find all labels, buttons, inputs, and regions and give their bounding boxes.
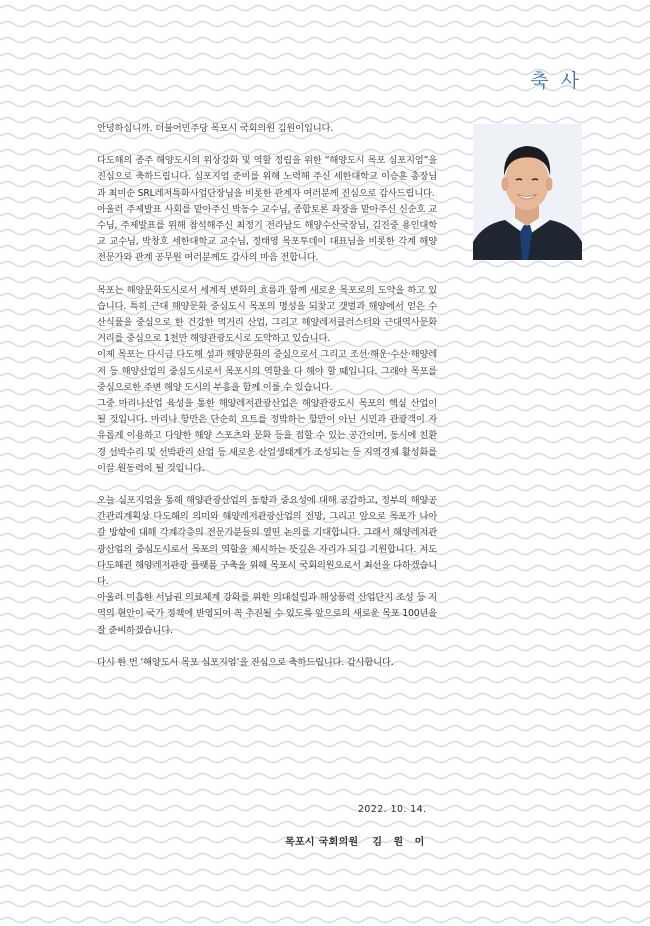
body-paragraph: 다도해의 종주 해양도시의 위상강화 및 역할 정립을 위한 “해양도시 목포 심포지엄”을 진심으로 축하드립니다. 심포지엄 준비를 위해 노력해 주신 세한대학교 이승훈 총장님과 최미순 SRL레저특화사업단장님을 비롯한 관계자 여러분께 진심으로 감사드립니다. — [97, 155, 437, 199]
body-paragraph: 이제 목포는 다시금 다도해 섬과 해양문화의 중심으로서 그리고 조선·해운·수산·해양레저 등 해양산업의 중심도시로서 목포시의 역할을 다 해야 할 때입니다. 그래야 목포를 중심으로한 주변 해양 도시의 부흥을 함께 이룰 수 있습니다. — [97, 349, 437, 393]
signature-name: 김 원 이 — [372, 837, 429, 848]
letter-date: 2022. 10. 14. — [358, 804, 427, 815]
body-paragraph: 목포는 해양문화도시로서 세계적 변화의 흐름과 함께 새로운 목포로의 도약을 하고 있습니다. 특히 근대 해양문화 중심도시 목포의 명성을 되찾고 갯벌과 해양에서 얻은 수산식품을 중심으로 한 건강한 먹거리 산업, 그리고 해양레저클러스터와 근대역사문화거리를 중심으로 1천만 해양관광도시로 도약하고 있습니다. — [97, 284, 437, 345]
portrait-photo-icon — [473, 124, 582, 260]
body-paragraph: 아울러 주제발표 사회를 맡아주신 박동수 교수님, 종합토론 좌장을 맡아주신 신순호 교수님, 주제발표를 위해 참석해주신 최정기 전라남도 해양수산국장님, 김진중 용인대학교 교수님, 박창호 세한대학교 교수님, 정태영 목포투데이 대표님을 비롯한 각계 해양 전문가와 관계 공무원 여러분께도 감사의 마음 전합니다. — [97, 203, 437, 264]
signature-title: 목포시 국회의원 — [285, 837, 359, 848]
body-paragraph: 아울러 미흡한 서남권 의료체계 강화를 위한 의대설립과 해상풍력 산업단지 조성 등 지역의 현안이 국가 정책에 반영되어 꼭 추진될 수 있도록 앞으로의 새로운 목포 100년을 잘 준비하겠습니다. — [97, 592, 437, 636]
greeting-paragraph: 안녕하십니까. 더불어민주당 목포시 국회의원 김원이입니다. — [97, 123, 334, 134]
closing-paragraph: 다시 한 번 ‘해양도시 목포 심포지엄’을 진심으로 축하드립니다. 감사합니다. — [97, 656, 394, 668]
body-paragraph: 오늘 심포지엄을 통해 해양관광산업의 동향과 중요성에 대해 공감하고, 정부의 해양공간관리계획상 다도해의 의미와 해양레저관광산업의 전망, 그리고 앞으로 목포가 나아갈 방향에 대해 각계각층의 전문가분들의 열띤 논의를 기대합니다. 그래서 해양레저관광산업의 중심도시로서 목포의 역할을 제시하는 뜻깊은 자리가 되길 기원합니다. 저도 다도해권 해양레저관광 플랫폼 구축을 위해 목포시 국회의원으로서 최선을 다하겠습니다. — [97, 495, 437, 588]
body-paragraph: 그중 마리나산업 육성을 통한 해양레저관광산업은 해양관광도시 목포의 핵심 산업이 될 것입니다. 마리나 항만은 단순히 요트를 정박하는 항만이 아닌 시민과 관광객이 자유롭게 이용하고 다양한 해양 스포츠와 문화 등을 접할 수 있는 공간이며, 동시에 친환경 선박수리 및 선박관리 산업 등 새로운 산업생태계가 조성되는 등 지역경제 활성화를 이끌 원동력이 될 것입니다. — [97, 398, 437, 474]
signature-block — [285, 833, 428, 848]
letter-body — [97, 121, 437, 671]
page-heading: 축 사 — [530, 70, 582, 92]
